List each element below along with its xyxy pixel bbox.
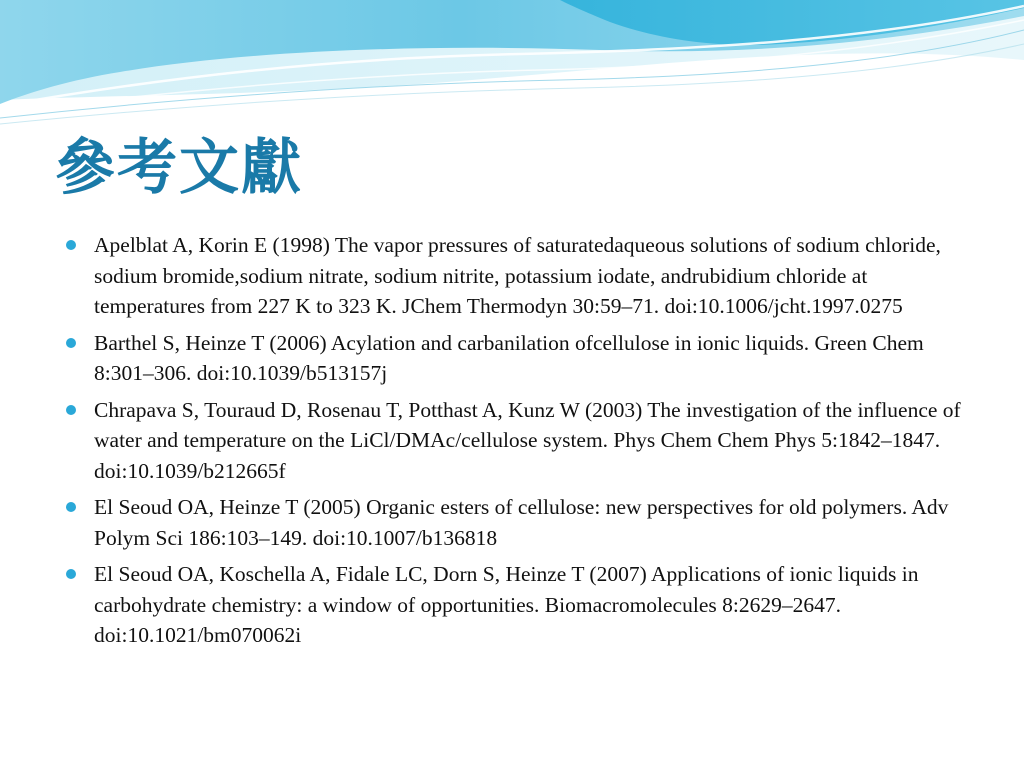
list-item: [66, 230, 966, 322]
bullet-icon: [66, 240, 76, 250]
reference-list: [66, 230, 966, 657]
bullet-icon: [66, 338, 76, 348]
bullet-icon: [66, 405, 76, 415]
reference-text: Barthel S, Heinze T (2006) Acylation and carbanilation ofcellulose in ionic liquids. Green Chem 8:301–306. doi:10.1039/b513157j: [94, 330, 924, 385]
list-item: [66, 328, 966, 389]
list-item: [66, 492, 966, 553]
reference-text: El Seoud OA, Heinze T (2005) Organic esters of cellulose: new perspectives for old polymers. Adv Polym Sci 186:103–149. doi:10.1007/b136818: [94, 495, 949, 550]
wave-banner: [0, 0, 1024, 130]
list-item: [66, 559, 966, 651]
page-title: 參考文獻: [55, 133, 303, 203]
reference-text: Apelblat A, Korin E (1998) The vapor pressures of saturatedaqueous solutions of sodium chloride, sodium bromide,sodium nitrate, sodium nitrite, potassium iodate, andrubidium chloride at temperatures from 227 K to 323 K. JChem Thermodyn 30:59–71. doi:10.1006/jcht.1997.0275: [94, 233, 941, 318]
list-item: [66, 395, 966, 487]
reference-text: Chrapava S, Touraud D, Rosenau T, Potthast A, Kunz W (2003) The investigation of the influence of water and temperature on the LiCl/DMAc/cellulose system. Phys Chem Chem Phys 5:1842–1847. doi:10.1039/b212665f: [94, 397, 961, 483]
bullet-icon: [66, 569, 76, 579]
reference-text: El Seoud OA, Koschella A, Fidale LC, Dorn S, Heinze T (2007) Applications of ionic liquids in carbohydrate chemistry: a window of opportunities. Biomacromolecules 8:2629–2647. doi:10.1021/bm070062i: [94, 562, 919, 647]
bullet-icon: [66, 502, 76, 512]
